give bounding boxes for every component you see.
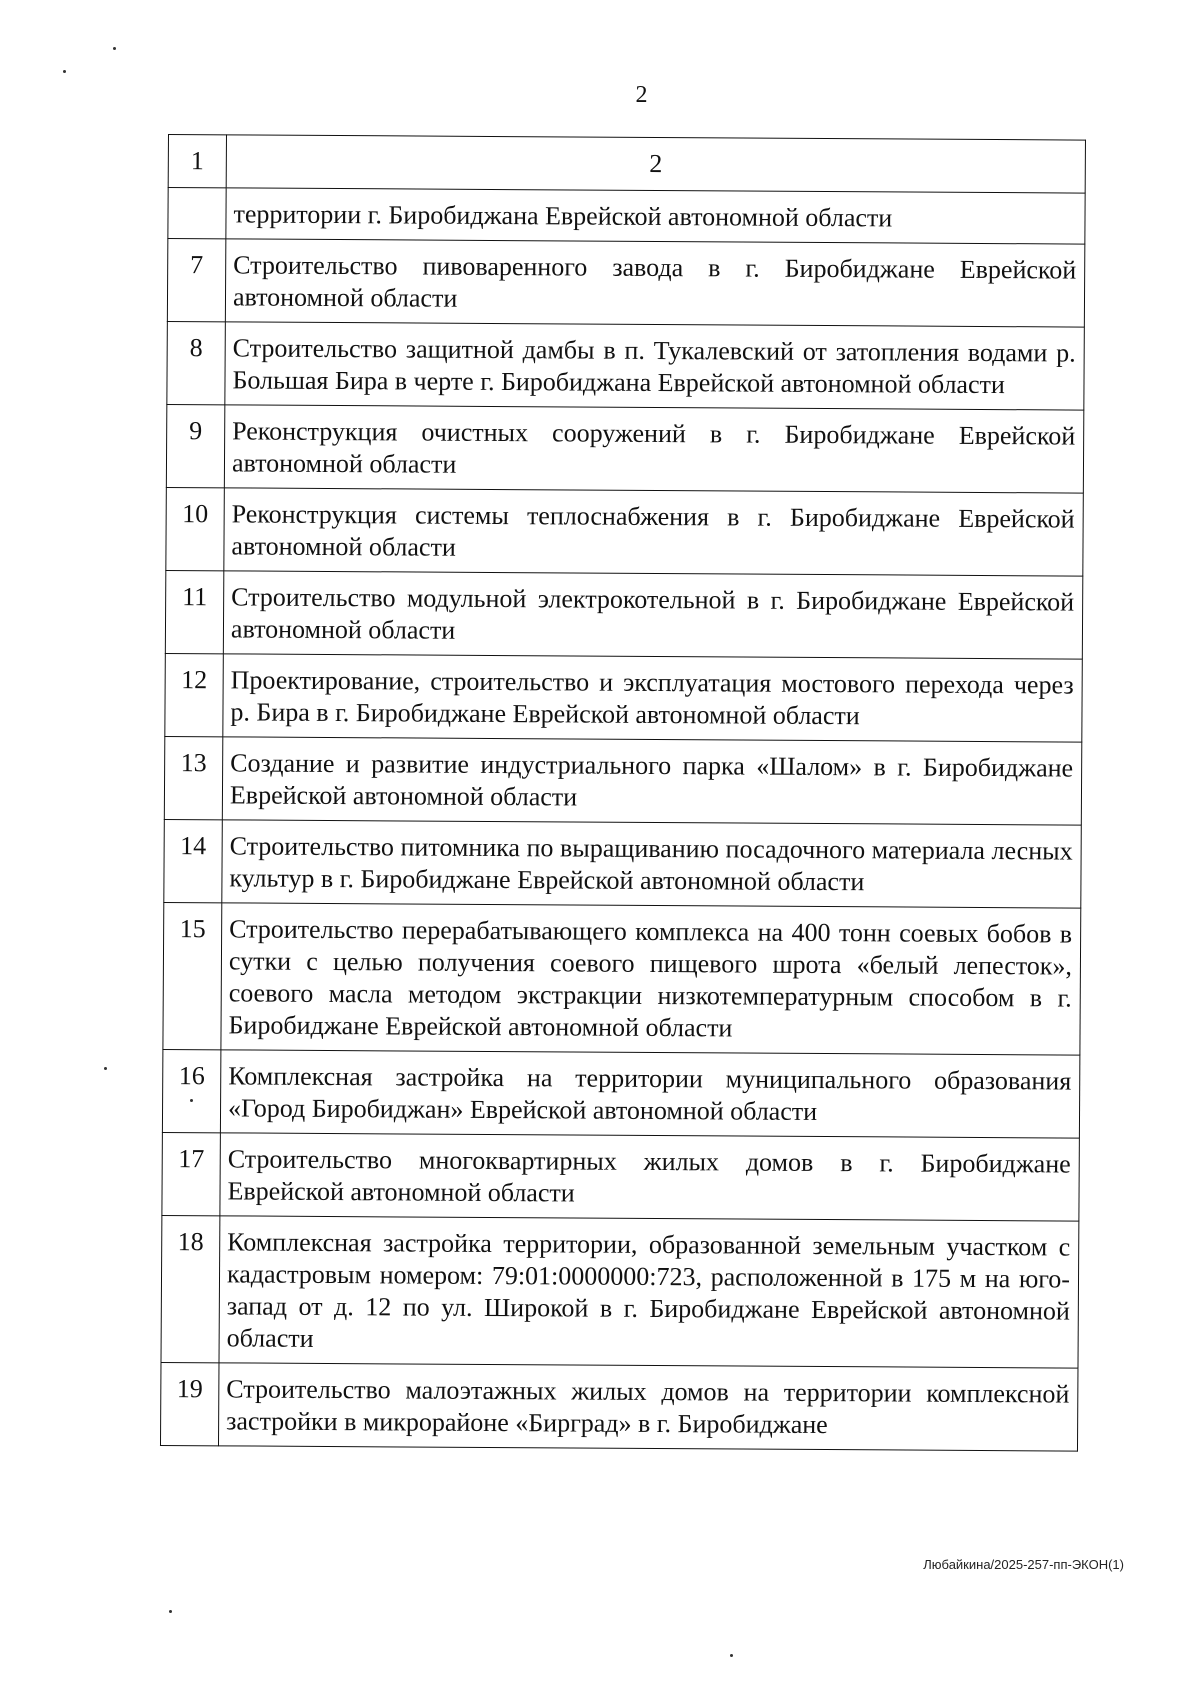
row-description: Комплексная застройка территории, образованной земельным участком с кадастровым номером: 79:01:0000000:723, расположенной в 175 м на юго-запад от д. 12 по ул. Широкой в г. Биробиджане Еврейской автономной области (219, 1216, 1079, 1368)
header-col-description: 2 (226, 135, 1085, 193)
table-row (163, 902, 1081, 1055)
row-number: 17 (162, 1132, 221, 1215)
row-number: 9 (166, 404, 225, 487)
row-description: Строительство малоэтажных жилых домов на территории комплексной застройки в микрорайоне «Бирград» в г. Биробиджане (218, 1363, 1077, 1451)
row-description: Комплексная застройка на территории муниципального образования «Город Биробиджан» Еврейской автономной области (220, 1050, 1079, 1138)
table-row (162, 1132, 1079, 1221)
table-row (160, 1362, 1077, 1451)
row-number: 14 (164, 819, 223, 902)
row-description: Проектирование, строительство и эксплуатация мостового перехода через р. Бира в г. Биробиджане Еврейской автономной области (223, 654, 1082, 742)
table-row (164, 819, 1081, 908)
scan-mark (63, 70, 66, 73)
row-number (168, 188, 226, 239)
row-number: 18 (161, 1215, 220, 1362)
row-number: 10 (166, 487, 225, 570)
projects-table (160, 134, 1086, 1452)
row-description: Создание и развитие индустриального парка «Шалом» в г. Биробиджане Еврейской автономной области (222, 737, 1081, 825)
row-number: 19 (160, 1362, 219, 1445)
scan-mark (169, 1610, 172, 1613)
row-description: территории г. Биробиджана Еврейской автономной области (226, 188, 1085, 244)
table-row (165, 570, 1082, 659)
row-description: Строительство перерабатывающего комплекса на 400 тонн соевых бобов в сутки с целью получения соевого пищевого шрота «белый лепесток», соевого масла методом экстракции низкотемпературным способом в г. Биробиджане Еврейской автономной области (221, 903, 1081, 1055)
row-number: 7 (167, 239, 226, 322)
row-description: Реконструкция очистных сооружений в г. Биробиджане Еврейской автономной области (224, 405, 1083, 493)
row-number: 13 (164, 736, 223, 819)
table-row (162, 1049, 1079, 1138)
table-row (161, 1215, 1079, 1368)
row-number: 12 (165, 653, 224, 736)
table-header-row (168, 135, 1085, 194)
document-code: Любайкина/2025-257-пп-ЭКОН(1) (923, 1557, 1124, 1572)
table-row (168, 188, 1085, 245)
row-description: Строительство питомника по выращиванию посадочного материала лесных культур в г. Биробиджане Еврейской автономной области (222, 820, 1081, 908)
table-row (166, 487, 1083, 576)
table-row (166, 404, 1083, 493)
row-description: Реконструкция системы теплоснабжения в г. Биробиджане Еврейской автономной области (224, 488, 1083, 576)
row-description: Строительство пивоваренного завода в г. Биробиджане Еврейской автономной области (225, 239, 1084, 327)
table-row (167, 321, 1084, 410)
scan-mark (104, 1067, 107, 1070)
scan-mark (113, 47, 116, 50)
table-row (167, 239, 1084, 328)
table-row (164, 736, 1081, 825)
row-number: 15 (163, 902, 222, 1049)
row-number: 11 (165, 570, 224, 653)
row-number: 8 (167, 321, 226, 404)
table-row (165, 653, 1082, 742)
header-col-number: 1 (168, 135, 226, 188)
row-description: Строительство защитной дамбы в п. Тукалевский от затопления водами р. Большая Бира в черте г. Биробиджана Еврейской автономной области (225, 322, 1084, 410)
row-number: 16 (162, 1049, 221, 1132)
page-number: 2 (635, 82, 648, 108)
scan-mark (730, 1654, 733, 1657)
row-description: Строительство многоквартирных жилых домов в г. Биробиджане Еврейской автономной области (220, 1133, 1079, 1221)
row-description: Строительство модульной электрокотельной в г. Биробиджане Еврейской автономной области (223, 571, 1082, 659)
